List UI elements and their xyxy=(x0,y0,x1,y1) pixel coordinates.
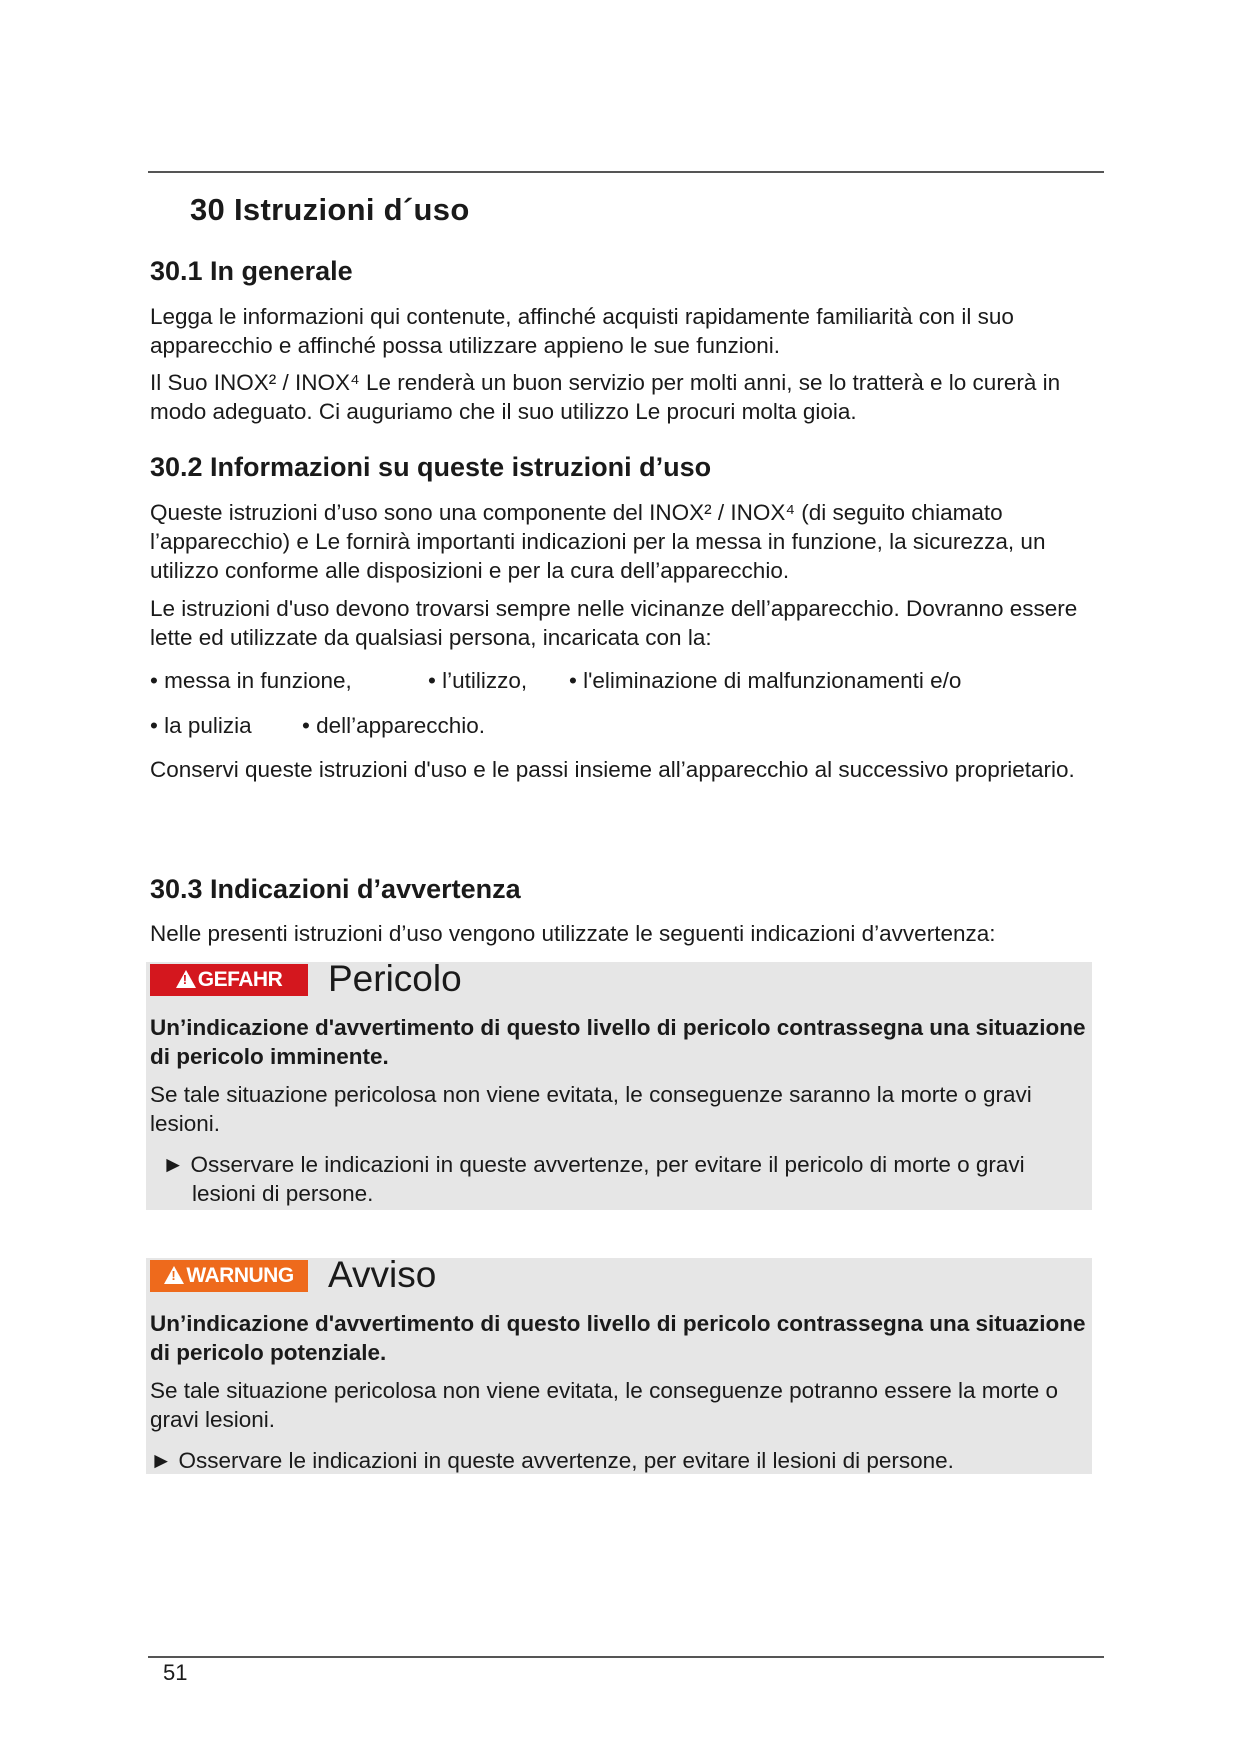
warning-triangle-icon xyxy=(164,1266,184,1284)
list-item: • l’utilizzo, xyxy=(428,668,528,693)
footer-rule xyxy=(148,1656,1104,1658)
section-heading-about-instructions: 30.2 Informazioni su queste istruzioni d’uso xyxy=(150,452,712,482)
chapter-title: 30 Istruzioni d´uso xyxy=(190,192,470,227)
danger-title: Pericolo xyxy=(328,958,462,999)
list-item: • messa in funzione, xyxy=(150,668,352,693)
danger-action: ► Osservare le indicazioni in queste avvertenze, per evitare il pericolo di morte o gravi lesioni di persone. xyxy=(162,1152,1025,1206)
list-item: • l'eliminazione di malfunzionamenti e/o xyxy=(569,668,962,693)
section-heading-warnings: 30.3 Indicazioni d’avvertenza xyxy=(150,874,521,904)
bullet-row-2 xyxy=(150,713,1050,743)
warning-action: ► Osservare le indicazioni in queste avvertenze, per evitare il lesioni di persone. xyxy=(150,1448,954,1473)
about-paragraph-1: Queste istruzioni d’uso sono una componente del INOX² / INOX⁴ (di seguito chiamato l’apparecchio) e Le fornirà importanti indicazioni per la messa in funzione, la sicurezza, un utilizzo conforme alle disposizioni e per la cura dell’apparecchio. xyxy=(150,500,1046,583)
warning-bold-text: Un’indicazione d'avvertimento di questo livello di pericolo contrassegna una situazione di pericolo potenziale. xyxy=(150,1311,1086,1365)
danger-text: Se tale situazione pericolosa non viene evitata, le conseguenze saranno la morte o gravi lesioni. xyxy=(150,1082,1032,1136)
danger-badge: !GEFAHR xyxy=(150,964,308,996)
warning-text: Se tale situazione pericolosa non viene evitata, le conseguenze potranno essere la morte o gravi lesioni. xyxy=(150,1378,1059,1432)
about-paragraph-2: Le istruzioni d'uso devono trovarsi sempre nelle vicinanze dell’apparecchio. Dovranno essere lette ed utilizzate da qualsiasi persona, incaricata con la: xyxy=(150,596,1078,650)
warning-badge: !WARNUNG xyxy=(150,1260,308,1292)
list-item: • dell’apparecchio. xyxy=(302,713,485,738)
danger-bold-text: Un’indicazione d'avvertimento di questo livello di pericolo contrassegna una situazione di pericolo imminente. xyxy=(150,1015,1086,1069)
warning-triangle-icon xyxy=(176,970,196,988)
page-number: 51 xyxy=(163,1660,188,1685)
bullet-row-1 xyxy=(150,668,1050,698)
warning-title: Avviso xyxy=(328,1254,437,1295)
warnings-intro: Nelle presenti istruzioni d’uso vengono utilizzate le seguenti indicazioni d’avvertenza: xyxy=(150,921,996,946)
general-paragraph-1: Legga le informazioni qui contenute, affinché acquisti rapidamente familiarità con il suo apparecchio e affinché possa utilizzare appieno le sue funzioni. xyxy=(150,304,1014,358)
general-paragraph-2: Il Suo INOX² / INOX⁴ Le renderà un buon servizio per molti anni, se lo tratterà e lo curerà in modo adeguato. Ci auguriamo che il suo utilizzo Le procuri molta gioia. xyxy=(150,370,1061,424)
section-heading-general: 30.1 In generale xyxy=(150,256,353,286)
list-item: • la pulizia xyxy=(150,713,252,738)
about-paragraph-3: Conservi queste istruzioni d'uso e le passi insieme all’apparecchio al successivo proprietario. xyxy=(150,757,1075,782)
header-rule xyxy=(148,171,1104,173)
